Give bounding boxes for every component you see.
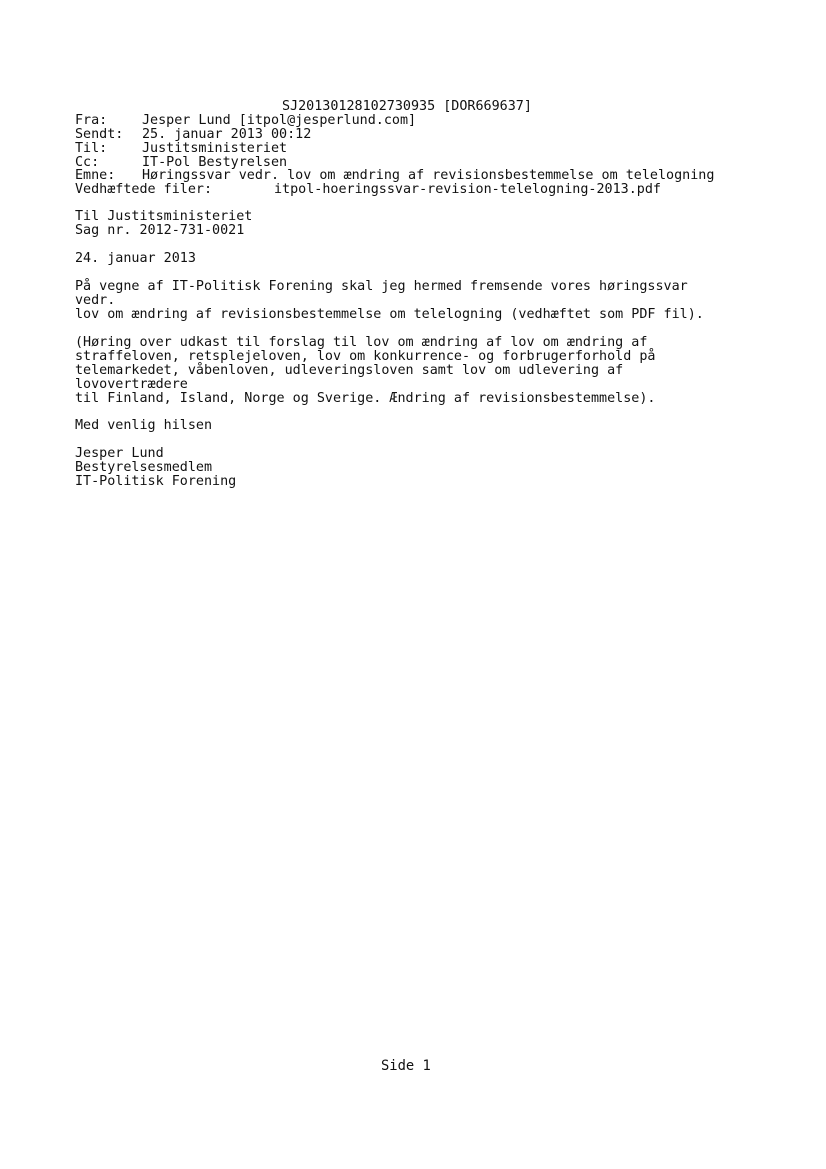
paragraph-1-line: På vegne af IT-Politisk Forening skal jeg hermed fremsende vores høringssvar xyxy=(75,279,688,294)
to-label: Til: xyxy=(75,141,108,156)
closing-line: Med venlig hilsen xyxy=(75,418,213,433)
case-number: Sag nr. 2012-731-0021 xyxy=(75,223,245,238)
paragraph-1-line: lov om ændring af revisionsbestemmelse om telelogning (vedhæftet som PDF fil). xyxy=(75,307,704,322)
from-label: Fra: xyxy=(75,113,108,128)
subject-label: Emne: xyxy=(75,168,116,183)
paragraph-2-line: til Finland, Island, Norge og Sverige. Ændring af revisionsbestemmelse). xyxy=(75,391,656,406)
signature-organization: IT-Politisk Forening xyxy=(75,474,237,489)
to-value: Justitsministeriet xyxy=(142,141,288,156)
signature-name: Jesper Lund xyxy=(75,446,164,461)
subject-value: Høringssvar vedr. lov om ændring af revisionsbestemmelse om telelogning xyxy=(142,168,715,183)
paragraph-2-line: straffeloven, retsplejeloven, lov om konkurrence- og forbrugerforhold på xyxy=(75,349,656,364)
page-number: Side 1 xyxy=(381,1058,431,1074)
from-value: Jesper Lund [itpol@jesperlund.com] xyxy=(142,113,417,128)
attachment-filename: itpol-hoeringssvar-revision-telelogning-2013.pdf xyxy=(274,182,661,197)
letter-date: 24. januar 2013 xyxy=(75,251,196,266)
sent-value: 25. januar 2013 00:12 xyxy=(142,127,312,142)
signature-title: Bestyrelsesmedlem xyxy=(75,460,213,475)
paragraph-2-line: telemarkedet, våbenloven, udleveringsloven samt lov om udlevering af xyxy=(75,363,624,378)
paragraph-2-line: lovovertrædere xyxy=(75,377,188,392)
paragraph-2-line: (Høring over udkast til forslag til lov om ændring af lov om ændring af xyxy=(75,335,648,350)
attachments-label: Vedhæftede filer: xyxy=(75,182,213,197)
cc-label: Cc: xyxy=(75,155,100,170)
document-id: SJ20130128102730935 [DOR669637] xyxy=(282,99,532,114)
sent-label: Sendt: xyxy=(75,127,124,142)
recipient-line: Til Justitsministeriet xyxy=(75,209,253,224)
paragraph-1-line: vedr. xyxy=(75,293,116,308)
cc-value: IT-Pol Bestyrelsen xyxy=(142,155,288,170)
